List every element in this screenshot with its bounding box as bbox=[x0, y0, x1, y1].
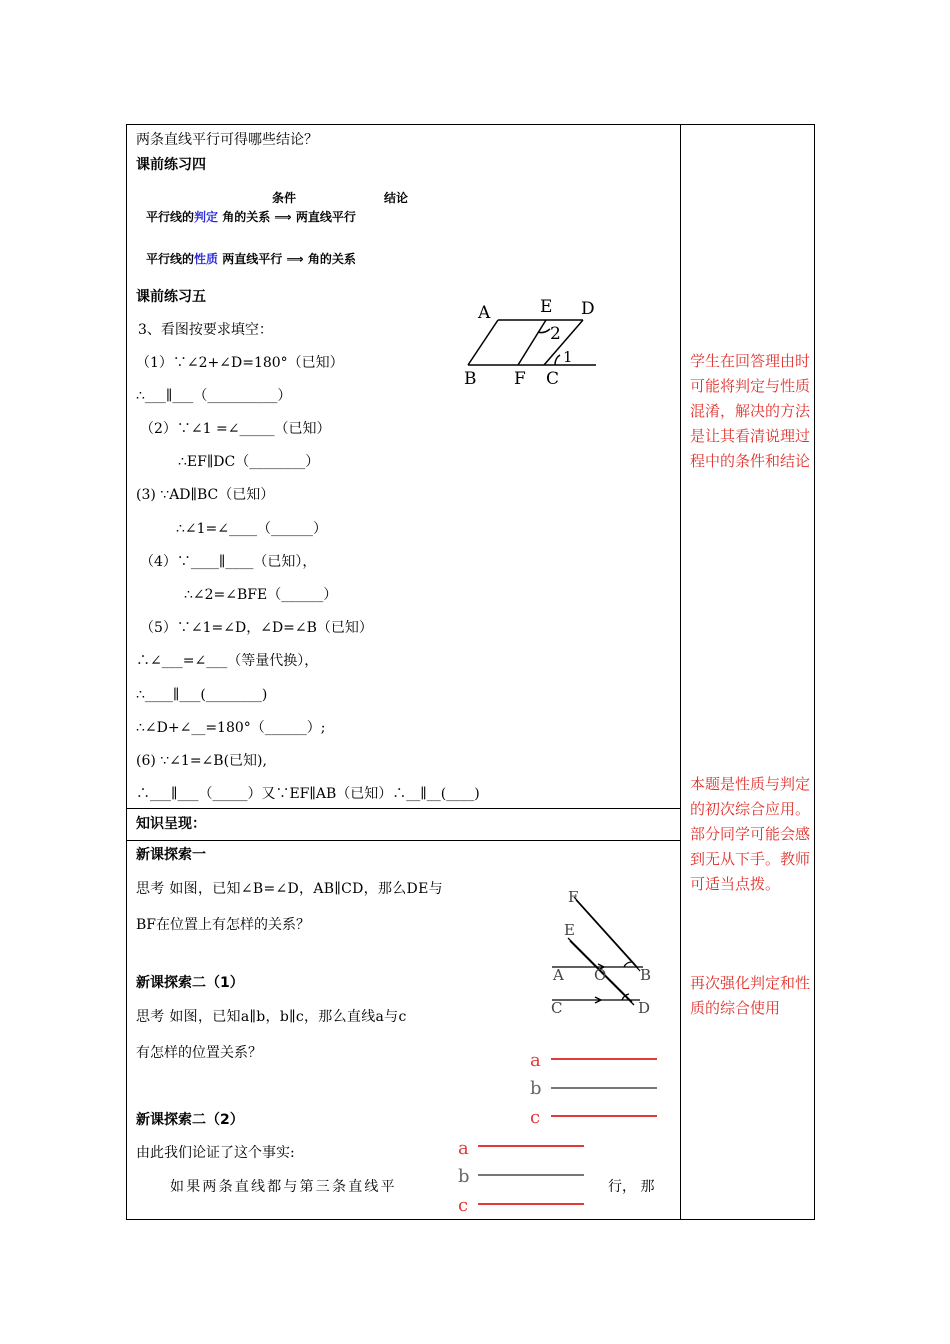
ex5-line-3: （2）∵∠1 =∠_____（已知） bbox=[140, 421, 331, 437]
explore2b-text-1: 由此我们论证了这个事实: bbox=[136, 1145, 295, 1161]
explore2a-text-2: 有怎样的位置关系？ bbox=[136, 1045, 262, 1061]
ex5-line-7: （4）∵____∥____（已知）， bbox=[140, 554, 317, 570]
ex4-heading: 课前练习四 bbox=[136, 157, 206, 173]
explore2b-label-b: b bbox=[458, 1166, 470, 1187]
explore2a-figure bbox=[524, 1046, 664, 1130]
ex4-row1-key: 判定 bbox=[194, 210, 219, 224]
ex4-row2-key: 性质 bbox=[194, 252, 219, 266]
ex4-row1-cond: 角的关系 bbox=[222, 210, 271, 224]
explore2b-text-3: 行， 那 bbox=[608, 1179, 655, 1195]
ex5-line-10: ∴∠___=∠___（等量代换）， bbox=[136, 653, 319, 669]
explore2a-heading: 新课探索二（1） bbox=[136, 975, 244, 991]
ex5-label-e: E bbox=[540, 297, 553, 317]
ex4-row1 bbox=[146, 208, 356, 226]
ex4-row2-prefix: 平行线的 bbox=[146, 252, 195, 266]
ex5-line-8: ∴∠2=∠BFE（______） bbox=[184, 587, 338, 603]
explore2b-text-2: 如果两条直线都与第三条直线平 bbox=[170, 1179, 397, 1195]
explore1-text-2: BF在位置上有怎样的关系？ bbox=[136, 917, 311, 933]
ex5-question: 3、看图按要求填空： bbox=[138, 322, 273, 338]
row-divider-2 bbox=[126, 840, 681, 841]
ex5-label-c: C bbox=[546, 369, 560, 389]
ex4-row2-concl: 角的关系 bbox=[307, 252, 356, 266]
ex5-line-11: ∴____∥___(________) bbox=[136, 687, 268, 703]
explore2b-label-a: a bbox=[458, 1138, 469, 1159]
implies-arrow-icon: ⟹ bbox=[286, 252, 304, 266]
explore1-label-e: E bbox=[564, 921, 575, 939]
knowledge-heading: 知识呈现： bbox=[136, 816, 206, 832]
explore1-label-a: A bbox=[553, 966, 564, 984]
ex5-label-a: A bbox=[478, 303, 491, 323]
ex4-col-condition: 条件 bbox=[272, 191, 297, 205]
explore2a-label-b: b bbox=[530, 1078, 542, 1099]
ex5-line-14: ∴___∥___（_____）又∵EF∥AB（已知）∴__∥__(____) bbox=[136, 786, 480, 802]
row-divider-1 bbox=[126, 808, 681, 809]
ex5-label-1: 1 bbox=[563, 348, 573, 366]
ex4-row1-concl: 两直线平行 bbox=[295, 210, 356, 224]
ex5-label-f: F bbox=[514, 369, 526, 389]
ex5-heading: 课前练习五 bbox=[136, 289, 206, 305]
explore2b-label-c: c bbox=[458, 1195, 469, 1216]
ex5-figure bbox=[458, 294, 608, 394]
ex5-line-6: ∴∠1=∠____（______） bbox=[176, 521, 328, 537]
explore1-label-c: C bbox=[551, 999, 563, 1017]
explore2a-label-c: c bbox=[530, 1107, 541, 1128]
ex5-line-1: （1）∵∠2+∠D=180°（已知） bbox=[136, 355, 344, 371]
ex5-label-2: 2 bbox=[550, 324, 561, 344]
ex5-line-4: ∴EF∥DC（________） bbox=[178, 454, 320, 470]
explore1-label-b: B bbox=[640, 966, 652, 984]
explore2b-figure bbox=[452, 1134, 592, 1218]
ex5-line-12: ∴∠D+∠__=180°（______）; bbox=[136, 720, 326, 736]
ex4-col-conclusion: 结论 bbox=[384, 191, 409, 205]
note-3: 再次强化判定和性质的综合使用 bbox=[690, 974, 811, 1017]
column-divider bbox=[680, 124, 681, 1220]
ex5-line-9: （5）∵∠1=∠D，∠D=∠B（已知） bbox=[140, 620, 373, 636]
ex4-row1-prefix: 平行线的 bbox=[146, 210, 195, 224]
ex5-label-b: B bbox=[464, 369, 477, 389]
explore2b-heading: 新课探索二（2） bbox=[136, 1112, 244, 1128]
explore2a-text-1: 思考 如图，已知a∥b，b∥c，那么直线a与c bbox=[136, 1009, 407, 1025]
note-1: 学生在回答理由时可能将判定与性质混淆，解决的方法是让其看清说理过程中的条件和结论 bbox=[690, 352, 811, 470]
explore2a-label-a: a bbox=[530, 1050, 541, 1071]
explore1-heading: 新课探索一 bbox=[136, 847, 206, 863]
ex4-row2-cond: 两直线平行 bbox=[222, 252, 283, 266]
note-2: 本题是性质与判定的初次综合应用。部分同学可能会感到无从下手。教师可适当点拨。 bbox=[690, 775, 811, 893]
implies-arrow-icon: ⟹ bbox=[274, 210, 292, 224]
explore1-text-1: 思考 如图，已知∠B=∠D，AB∥CD，那么DE与 bbox=[136, 881, 443, 897]
intro-question: 两条直线平行可得哪些结论？ bbox=[136, 132, 318, 148]
ex5-line-2: ∴___∥___（__________） bbox=[136, 388, 292, 404]
explore1-figure bbox=[546, 880, 658, 1020]
explore1-label-f: F bbox=[568, 888, 579, 906]
ex4-row2 bbox=[146, 250, 356, 268]
ex5-line-13: (6) ∵∠1=∠B(已知), bbox=[136, 753, 267, 769]
ex5-label-d: D bbox=[581, 299, 595, 319]
explore1-label-o: O bbox=[594, 966, 607, 984]
ex5-line-5: (3) ∵AD∥BC（已知） bbox=[136, 487, 275, 503]
explore1-label-d: D bbox=[638, 999, 651, 1017]
